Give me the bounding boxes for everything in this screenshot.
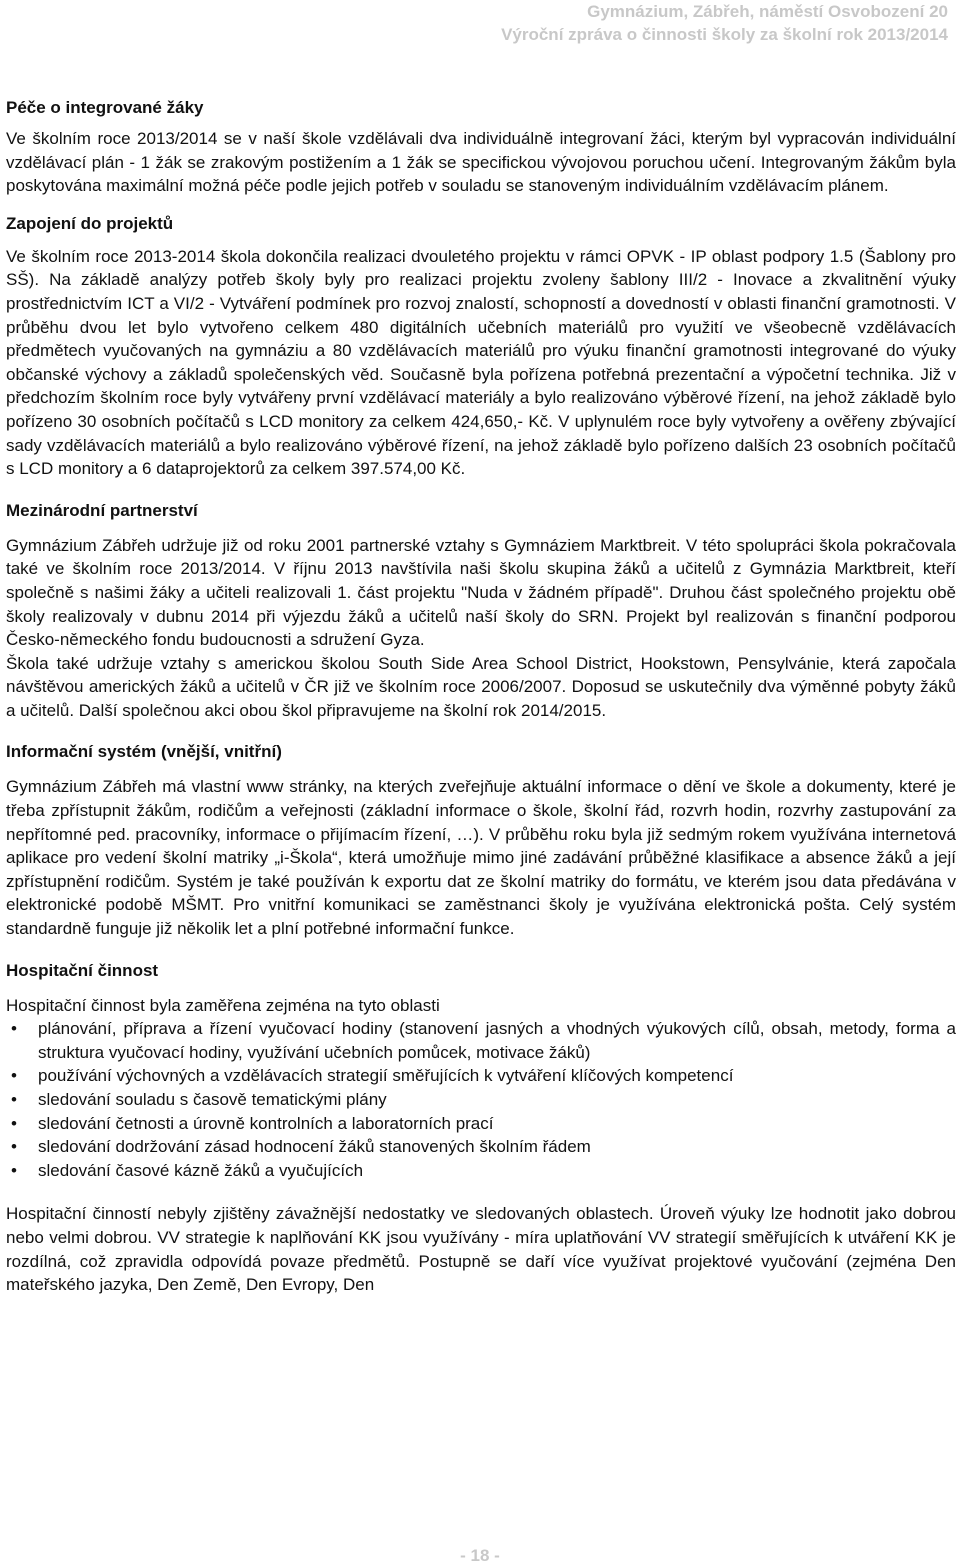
- list-item: • sledování souladu s časově tematickými plány: [38, 1088, 956, 1112]
- paragraph: Hospitační činností nebyly zjištěny závažnější nedostatky ve sledovaných oblastech. Úroveň výuky lze hodnotit jako dobrou nebo velmi dobrou. VV strategie k naplňování KK jsou využívány - míra uplatňování VV strategií směřujících k utváření KK je rozdílná, což zpravidla odpovídá povaze předmětů. Postupně se daří více využívat projektové vyučování (zejména Den mateřského jazyka, Den Země, Den Evropy, Den: [6, 1204, 956, 1295]
- section-heading: Informační systém (vnější, vnitřní): [6, 742, 282, 762]
- section-international-partnership: [6, 499, 956, 723]
- paragraph: Ve školním roce 2013-2014 škola dokončila realizaci dvouletého projektu v rámci OPVK - IP oblast podpory 1.5 (Šablony pro SŠ). Na základě analýzy potřeb školy byly pro realizaci projektu zvoleny šablony III/2 - Inovace a zkvalitnění výuky prostřednictvím ICT a VI/2 - Vytváření podmínek pro rozvoj znalostí, schopností a dovedností v oblasti finanční gramotnosti. V průběhu dvou let bylo vytvořeno celkem 480 digitálních učebních materiálů pro využití ve všeobecně vzdělávacích předmětech vyučovaných na gymnáziu a 80 vzdělávacích materiálů pro výuku finanční gramotnosti integrované do výuky občanské výchovy a základů společenských věd. Současně byla pořízena potřebná prezentační a výpočetní technika. Již v předchozím školním roce byly vytvářeny první vzdělávací materiály a bylo realizováno výběrové řízení, na jehož základě bylo pořízeno 30 osobních počítačů s LCD monitory za celkem 424,650,- Kč. V uplynulém roce byly vytvořeny a ověřeny zbývající sady vzdělávacích materiálů a bylo realizováno výběrové řízení, na jehož základě bylo pořízeno dalších 23 osobních počítačů s LCD monitory a 6 dataprojektorů za celkem 397.574,00 Kč.: [6, 246, 956, 479]
- document-body: [6, 96, 956, 1311]
- section-projects: [6, 212, 956, 481]
- section-heading: Mezinárodní partnerství: [6, 500, 198, 520]
- document-header: [48, 0, 948, 46]
- list-item: • používání výchovných a vzdělávacích strategií směřujících k vytváření klíčových kompetencí: [38, 1064, 956, 1088]
- page-number: - 18 -: [460, 1546, 500, 1565]
- section-heading: Péče o integrované žáky: [6, 98, 204, 117]
- paragraph: Ve školním roce 2013/2014 se v naší škole vzdělávali dva individuálně integrovaní žáci, kterým byl vypracován individuální vzdělávací plán - 1 žák se zrakovým postižením a 1 žák se specifickou vývojovou poruchou učení. Integrovaným žákům byla poskytována maximální možná péče podle jejich potřeb v souladu se stanoveným individuálním vzdělávacím plánem.: [6, 129, 956, 196]
- paragraph: Gymnázium Zábřeh udržuje již od roku 2001 partnerské vztahy s Gymnáziem Marktbreit. V této spolupráci škola pokračovala také ve školním roce 2013/2014. V říjnu 2013 navštívila naši školu skupina žáků a učitelů z Gymnázia Marktbreit, kteří společně s našimi žáky a učiteli realizovali 1. část projektu "Nuda v žádném případě". Druhou část společného projektu obě školy realizovaly v dubnu 2014 při výjezdu žáků a učitelů naší školy do SRN. Projekt byl realizován s finanční podporou Česko-německého fondu budoucnosti a sdružení Gyza.: [6, 535, 956, 650]
- section-information-system: [6, 740, 956, 940]
- list-item: • sledování četnosti a úrovně kontrolních a laboratorních prací: [38, 1112, 956, 1136]
- inspection-areas-list: [6, 1017, 956, 1182]
- section-heading: Hospitační činnost: [6, 960, 159, 980]
- section-heading: Zapojení do projektů: [6, 213, 174, 233]
- header-school-name: Gymnázium, Zábřeh, náměstí Osvobození 20: [587, 2, 948, 21]
- paragraph: Hospitační činnost byla zaměřena zejména na tyto oblasti: [6, 995, 440, 1015]
- list-item: • sledování dodržování zásad hodnocení žáků stanovených školním řádem: [38, 1135, 956, 1159]
- list-item: • plánování, příprava a řízení vyučovací hodiny (stanovení jasných a vhodných výukových cílů, obsah, metody, forma a struktura vyučovací hodiny, využívání učebních pomůcek, motivace žáků): [38, 1017, 956, 1064]
- section-inspection: [6, 959, 956, 1297]
- header-report-title: Výroční zpráva o činnosti školy za školní rok 2013/2014: [501, 25, 948, 44]
- paragraph: Gymnázium Zábřeh má vlastní www stránky, na kterých zveřejňuje aktuální informace o dění ve škole a dokumenty, které je třeba zpřístupnit žákům, rodičům a veřejnosti (základní informace o škole, školní řád, rozvrh hodin, rozvrhy zastupování za nepřítomné ped. pracovníky, informace o přijímacím řízení, …). V průběhu roku byla již sedmým rokem využívána internetová aplikace pro vedení školní matriky „i-Škola“, která umožňuje mimo jiné zadávání průběžné klasifikace a absence žáků a její zpřístupnění rodičům. Systém je také používán k exportu dat ze školní matriky do formátu, ve kterém jsou data předávána v elektronické podobě MŠMT. Pro vnitřní komunikaci se zaměstnanci školy je využívána elektronická pošta. Celý systém standardně funguje již několik let a plní potřebné informační funkce.: [6, 777, 956, 939]
- section-integrated-students: [6, 96, 956, 198]
- paragraph: Škola také udržuje vztahy s americkou školou South Side Area School District, Hookstown, Pensylvánie, která započala návštěvou amerických žáků a učitelů v ČR již ve školním roce 2006/2007. Doposud se uskutečnily dva výměnné pobyty žáků a učitelů. Další společnou akci obou škol připravujeme na školní rok 2014/2015.: [6, 653, 956, 720]
- list-item: • sledování časové kázně žáků a vyučujících: [38, 1159, 956, 1183]
